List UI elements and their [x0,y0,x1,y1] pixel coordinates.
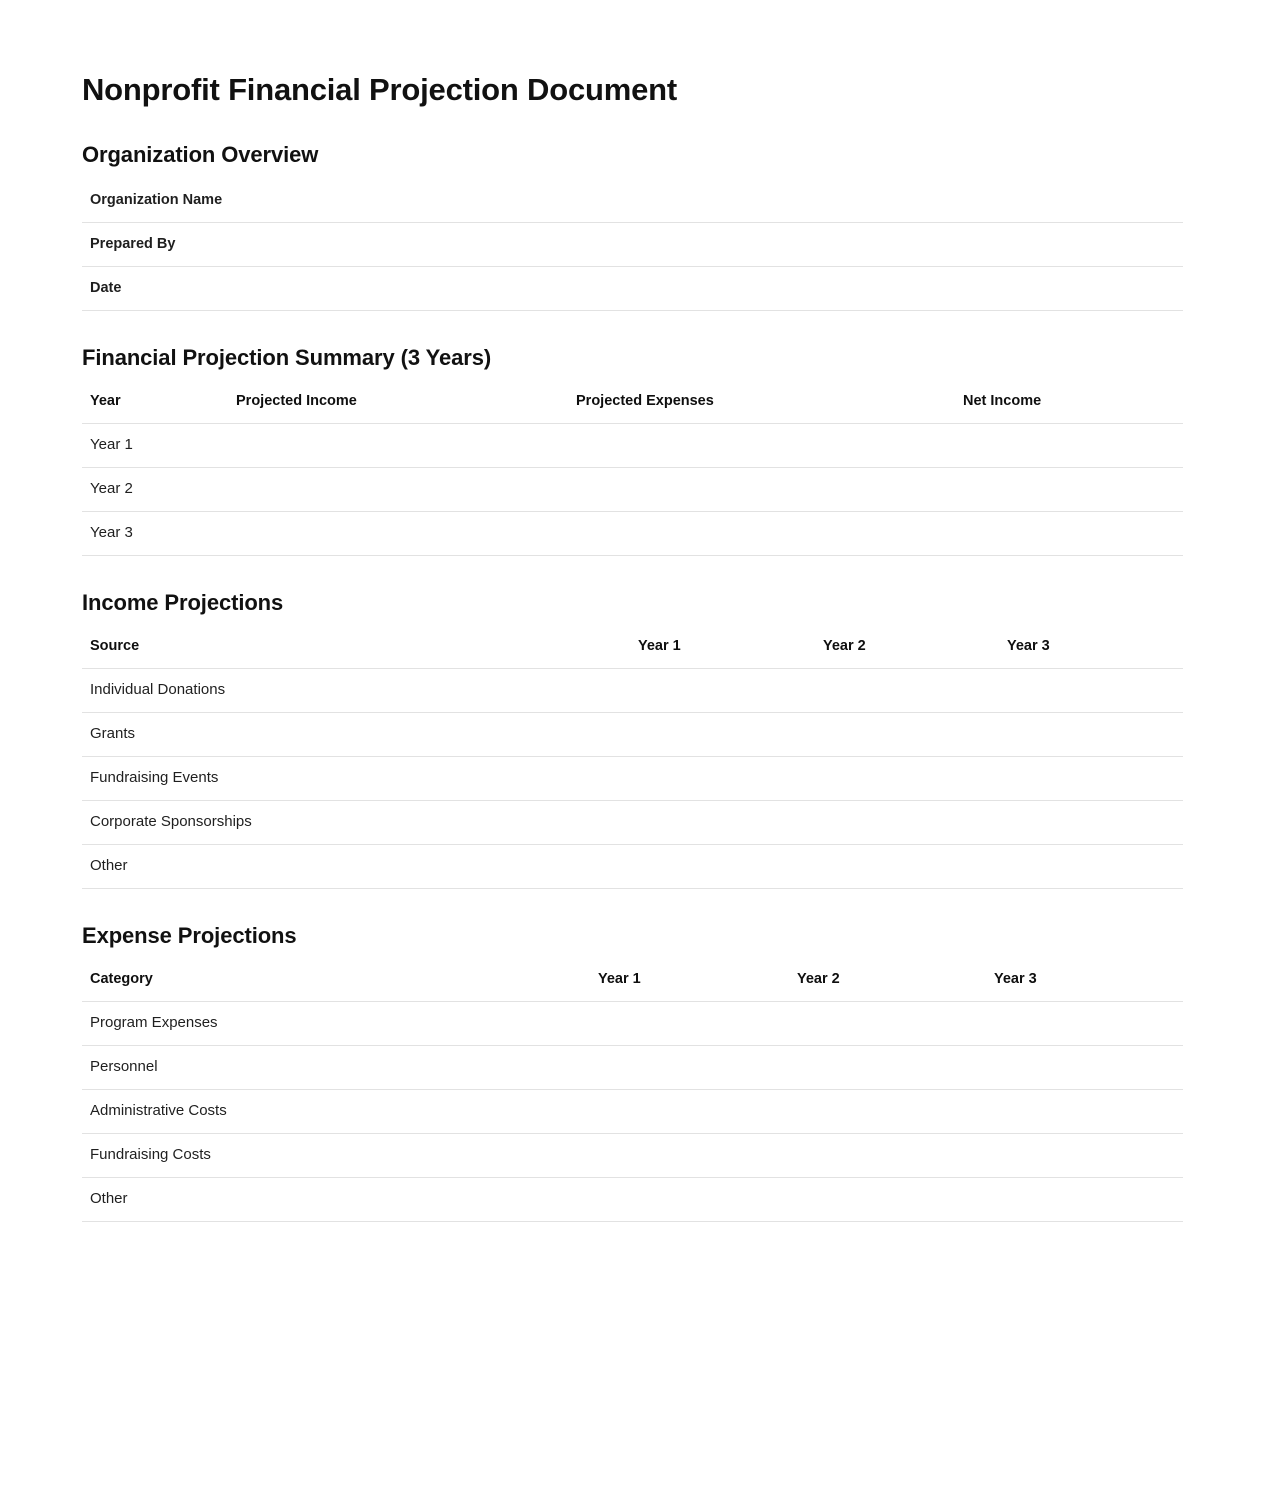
section-expense-projections [82,923,1183,1222]
cell-net-income[interactable] [955,423,1183,467]
section-financial-projection-summary [82,345,1183,556]
cell-year-1[interactable] [630,756,815,800]
cell-year-1[interactable] [590,1133,789,1177]
column-header-year-3: Year 3 [999,630,1183,669]
section-heading-financial-projection-summary: Financial Projection Summary (3 Years) [82,344,492,370]
cell-year-3[interactable] [999,756,1183,800]
table-row [82,467,1183,511]
column-header-year-3: Year 3 [986,963,1183,1002]
cell-year-2[interactable] [789,1001,986,1045]
table-row [82,800,1183,844]
table-header-row [82,630,1183,669]
section-heading-organization-overview: Organization Overview [82,141,319,167]
organization-overview-table [82,182,1183,311]
financial-projection-summary-table [82,385,1183,556]
cell-year-1[interactable] [590,1177,789,1221]
cell-year: Year 1 [82,423,228,467]
cell-category: Other [82,1177,590,1221]
cell-category: Program Expenses [82,1001,590,1045]
column-header-year-1: Year 1 [590,963,789,1002]
row-label-organization-name: Organization Name [82,182,382,223]
cell-source: Individual Donations [82,668,630,712]
column-header-year-2: Year 2 [789,963,986,1002]
section-organization-overview [82,142,1183,311]
column-header-year: Year [82,385,228,424]
cell-category: Fundraising Costs [82,1133,590,1177]
cell-source: Grants [82,712,630,756]
section-heading-income-projections: Income Projections [82,589,284,615]
table-row [82,222,1183,266]
cell-projected-expenses[interactable] [568,467,955,511]
cell-year-2[interactable] [815,800,999,844]
cell-year-1[interactable] [630,800,815,844]
cell-year-3[interactable] [999,712,1183,756]
column-header-source: Source [82,630,630,669]
row-value-date[interactable] [382,266,1183,310]
column-header-net-income: Net Income [955,385,1183,424]
cell-year-3[interactable] [999,844,1183,888]
cell-category: Administrative Costs [82,1089,590,1133]
expense-projections-table [82,963,1183,1222]
column-header-projected-income: Projected Income [228,385,568,424]
table-row [82,423,1183,467]
cell-year-2[interactable] [789,1089,986,1133]
cell-net-income[interactable] [955,511,1183,555]
cell-year-3[interactable] [999,800,1183,844]
column-header-year-2: Year 2 [815,630,999,669]
cell-year-3[interactable] [986,1133,1183,1177]
section-income-projections [82,590,1183,889]
row-label-prepared-by: Prepared By [82,222,382,266]
cell-projected-expenses[interactable] [568,423,955,467]
section-heading-expense-projections: Expense Projections [82,922,297,948]
cell-source: Other [82,844,630,888]
cell-year-2[interactable] [815,756,999,800]
cell-year-3[interactable] [986,1177,1183,1221]
cell-projected-income[interactable] [228,467,568,511]
cell-projected-income[interactable] [228,511,568,555]
cell-projected-income[interactable] [228,423,568,467]
cell-category: Personnel [82,1045,590,1089]
table-row [82,1089,1183,1133]
table-row [82,266,1183,310]
cell-year-1[interactable] [590,1045,789,1089]
cell-year-3[interactable] [999,668,1183,712]
cell-year-2[interactable] [789,1133,986,1177]
page-title: Nonprofit Financial Projection Document [82,72,678,107]
cell-year: Year 3 [82,511,228,555]
column-header-projected-expenses: Projected Expenses [568,385,955,424]
cell-year-2[interactable] [789,1177,986,1221]
cell-year-2[interactable] [789,1045,986,1089]
column-header-category: Category [82,963,590,1002]
cell-year: Year 2 [82,467,228,511]
cell-year-1[interactable] [630,844,815,888]
cell-year-1[interactable] [630,712,815,756]
cell-year-2[interactable] [815,844,999,888]
table-row [82,756,1183,800]
table-row [82,844,1183,888]
cell-source: Corporate Sponsorships [82,800,630,844]
cell-year-3[interactable] [986,1089,1183,1133]
cell-year-3[interactable] [986,1045,1183,1089]
income-projections-table [82,630,1183,889]
table-row [82,1133,1183,1177]
row-value-prepared-by[interactable] [382,222,1183,266]
table-row [82,712,1183,756]
cell-year-1[interactable] [630,668,815,712]
page-bottom-spacer [82,1222,1183,1442]
cell-year-2[interactable] [815,668,999,712]
row-label-date: Date [82,266,382,310]
table-row [82,511,1183,555]
cell-net-income[interactable] [955,467,1183,511]
table-row [82,668,1183,712]
cell-source: Fundraising Events [82,756,630,800]
table-header-row [82,385,1183,424]
cell-year-1[interactable] [590,1089,789,1133]
table-row [82,182,1183,223]
row-value-organization-name[interactable] [382,182,1183,223]
cell-year-2[interactable] [815,712,999,756]
table-row [82,1045,1183,1089]
cell-year-3[interactable] [986,1001,1183,1045]
cell-projected-expenses[interactable] [568,511,955,555]
table-row [82,1001,1183,1045]
table-row [82,1177,1183,1221]
column-header-year-1: Year 1 [630,630,815,669]
cell-year-1[interactable] [590,1001,789,1045]
table-header-row [82,963,1183,1002]
